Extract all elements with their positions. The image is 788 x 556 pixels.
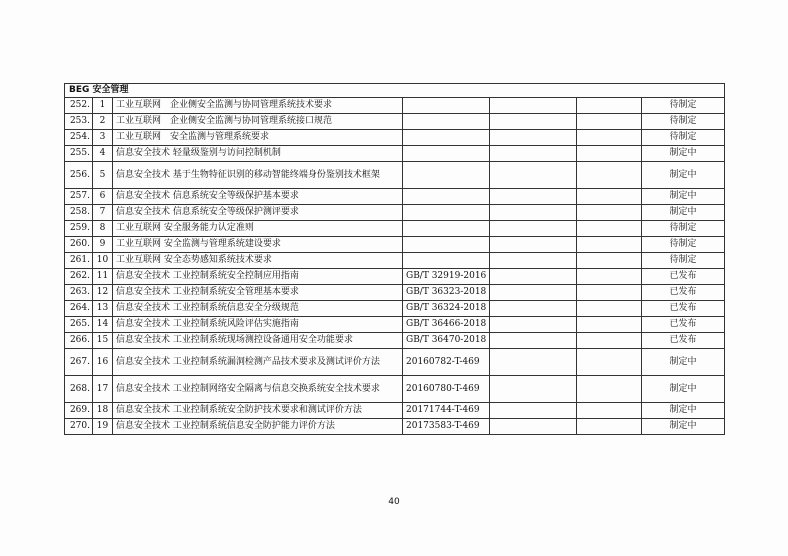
table-row bbox=[65, 253, 725, 269]
empty-cell bbox=[490, 114, 577, 130]
empty-cell bbox=[577, 349, 642, 376]
empty-cell bbox=[577, 162, 642, 189]
status-cell: 制定中 bbox=[642, 205, 725, 221]
row-sub-number: 10 bbox=[93, 253, 113, 269]
status-cell: 已发布 bbox=[642, 269, 725, 285]
standard-code: 20171744-T-469 bbox=[403, 403, 490, 419]
page-number: 40 bbox=[388, 497, 400, 507]
row-number: 269. bbox=[65, 403, 93, 419]
status-cell: 待制定 bbox=[642, 130, 725, 146]
empty-cell bbox=[577, 253, 642, 269]
row-sub-number: 12 bbox=[93, 285, 113, 301]
standard-name: 工业互联网 安全服务能力认定准则 bbox=[113, 221, 403, 237]
standard-code bbox=[403, 146, 490, 162]
row-number: 262. bbox=[65, 269, 93, 285]
row-number: 252. bbox=[65, 98, 93, 114]
standard-name: 工业互联网 安全监测与管理系统建设要求 bbox=[113, 237, 403, 253]
row-number: 265. bbox=[65, 317, 93, 333]
row-number: 257. bbox=[65, 189, 93, 205]
table-row bbox=[65, 162, 725, 189]
status-cell: 制定中 bbox=[642, 162, 725, 189]
table-row bbox=[65, 301, 725, 317]
status-cell: 待制定 bbox=[642, 221, 725, 237]
row-sub-number: 5 bbox=[93, 162, 113, 189]
row-number: 263. bbox=[65, 285, 93, 301]
row-number: 260. bbox=[65, 237, 93, 253]
empty-cell bbox=[490, 403, 577, 419]
standard-name: 信息安全技术 轻量级鉴别与访问控制机制 bbox=[113, 146, 403, 162]
standard-name: 信息安全技术 工业控制系统安全管理基本要求 bbox=[113, 285, 403, 301]
status-cell: 制定中 bbox=[642, 146, 725, 162]
empty-cell bbox=[577, 333, 642, 349]
empty-cell bbox=[490, 317, 577, 333]
standard-name: 工业互联网 安全监测与管理系统要求 bbox=[113, 130, 403, 146]
empty-cell bbox=[577, 221, 642, 237]
empty-cell bbox=[490, 333, 577, 349]
standard-name: 信息安全技术 工业控制系统安全防护技术要求和测试评价方法 bbox=[113, 403, 403, 419]
row-number: 261. bbox=[65, 253, 93, 269]
empty-cell bbox=[490, 285, 577, 301]
status-cell: 已发布 bbox=[642, 301, 725, 317]
empty-cell bbox=[490, 419, 577, 435]
empty-cell bbox=[577, 317, 642, 333]
standard-code bbox=[403, 221, 490, 237]
standard-code: GB/T 36470-2018 bbox=[403, 333, 490, 349]
section-title: BEG 安全管理 bbox=[65, 84, 725, 98]
row-sub-number: 8 bbox=[93, 221, 113, 237]
table-row bbox=[65, 403, 725, 419]
standard-code bbox=[403, 162, 490, 189]
empty-cell bbox=[490, 237, 577, 253]
row-sub-number: 3 bbox=[93, 130, 113, 146]
row-number: 254. bbox=[65, 130, 93, 146]
empty-cell bbox=[577, 419, 642, 435]
standard-code bbox=[403, 189, 490, 205]
row-number: 266. bbox=[65, 333, 93, 349]
standard-name: 工业互联网 安全态势感知系统技术要求 bbox=[113, 253, 403, 269]
status-cell: 待制定 bbox=[642, 253, 725, 269]
standard-code: 20173583-T-469 bbox=[403, 419, 490, 435]
status-cell: 制定中 bbox=[642, 349, 725, 376]
standard-code bbox=[403, 237, 490, 253]
empty-cell bbox=[577, 403, 642, 419]
empty-cell bbox=[490, 376, 577, 403]
standard-code bbox=[403, 98, 490, 114]
empty-cell bbox=[490, 98, 577, 114]
table-row bbox=[65, 317, 725, 333]
table-row bbox=[65, 376, 725, 403]
standard-name: 信息安全技术 工业控制系统信息安全防护能力评价方法 bbox=[113, 419, 403, 435]
row-sub-number: 1 bbox=[93, 98, 113, 114]
table-row bbox=[65, 285, 725, 301]
empty-cell bbox=[577, 114, 642, 130]
empty-cell bbox=[490, 253, 577, 269]
row-sub-number: 15 bbox=[93, 333, 113, 349]
standard-code: GB/T 32919-2016 bbox=[403, 269, 490, 285]
row-sub-number: 18 bbox=[93, 403, 113, 419]
table-row bbox=[65, 189, 725, 205]
status-cell: 已发布 bbox=[642, 317, 725, 333]
row-sub-number: 4 bbox=[93, 146, 113, 162]
row-number: 270. bbox=[65, 419, 93, 435]
empty-cell bbox=[577, 189, 642, 205]
row-sub-number: 11 bbox=[93, 269, 113, 285]
status-cell: 制定中 bbox=[642, 376, 725, 403]
row-sub-number: 14 bbox=[93, 317, 113, 333]
table-row bbox=[65, 349, 725, 376]
standard-code bbox=[403, 114, 490, 130]
empty-cell bbox=[490, 349, 577, 376]
table-row bbox=[65, 269, 725, 285]
standard-name: 信息安全技术 工业控制系统信息安全分级规范 bbox=[113, 301, 403, 317]
empty-cell bbox=[490, 221, 577, 237]
standard-name: 信息安全技术 工业控制网络安全隔离与信息交换系统安全技术要求 bbox=[113, 376, 403, 403]
standard-name: 信息安全技术 信息系统安全等级保护基本要求 bbox=[113, 189, 403, 205]
standard-name: 信息安全技术 工业控制系统安全控制应用指南 bbox=[113, 269, 403, 285]
empty-cell bbox=[490, 269, 577, 285]
status-cell: 已发布 bbox=[642, 285, 725, 301]
row-number: 256. bbox=[65, 162, 93, 189]
standard-code: GB/T 36324-2018 bbox=[403, 301, 490, 317]
standard-name: 工业互联网 企业侧安全监测与协同管理系统接口规范 bbox=[113, 114, 403, 130]
standard-name: 工业互联网 企业侧安全监测与协同管理系统技术要求 bbox=[113, 98, 403, 114]
row-sub-number: 17 bbox=[93, 376, 113, 403]
standard-code: GB/T 36323-2018 bbox=[403, 285, 490, 301]
empty-cell bbox=[490, 162, 577, 189]
row-number: 264. bbox=[65, 301, 93, 317]
status-cell: 制定中 bbox=[642, 419, 725, 435]
table-row bbox=[65, 237, 725, 253]
row-sub-number: 16 bbox=[93, 349, 113, 376]
table-row bbox=[65, 419, 725, 435]
empty-cell bbox=[577, 301, 642, 317]
standards-table bbox=[64, 83, 725, 435]
empty-cell bbox=[577, 237, 642, 253]
row-number: 255. bbox=[65, 146, 93, 162]
table-row bbox=[65, 205, 725, 221]
table-row bbox=[65, 221, 725, 237]
standard-name: 信息安全技术 基于生物特征识别的移动智能终端身份鉴别技术框架 bbox=[113, 162, 403, 189]
table-row bbox=[65, 98, 725, 114]
table-row bbox=[65, 146, 725, 162]
section-header-row bbox=[65, 84, 725, 98]
row-sub-number: 13 bbox=[93, 301, 113, 317]
table-row bbox=[65, 333, 725, 349]
empty-cell bbox=[490, 301, 577, 317]
standard-code bbox=[403, 253, 490, 269]
table-row bbox=[65, 114, 725, 130]
empty-cell bbox=[490, 205, 577, 221]
row-sub-number: 6 bbox=[93, 189, 113, 205]
status-cell: 待制定 bbox=[642, 114, 725, 130]
row-sub-number: 7 bbox=[93, 205, 113, 221]
standard-name: 信息安全技术 工业控制系统风险评估实施指南 bbox=[113, 317, 403, 333]
empty-cell bbox=[490, 189, 577, 205]
row-sub-number: 9 bbox=[93, 237, 113, 253]
standard-code bbox=[403, 205, 490, 221]
empty-cell bbox=[577, 285, 642, 301]
standard-code: GB/T 36466-2018 bbox=[403, 317, 490, 333]
empty-cell bbox=[577, 269, 642, 285]
row-sub-number: 2 bbox=[93, 114, 113, 130]
empty-cell bbox=[577, 376, 642, 403]
row-number: 267. bbox=[65, 349, 93, 376]
empty-cell bbox=[577, 130, 642, 146]
status-cell: 待制定 bbox=[642, 98, 725, 114]
empty-cell bbox=[490, 146, 577, 162]
row-number: 253. bbox=[65, 114, 93, 130]
status-cell: 已发布 bbox=[642, 333, 725, 349]
row-sub-number: 19 bbox=[93, 419, 113, 435]
standard-name: 信息安全技术 工业控制系统现场测控设备通用安全功能要求 bbox=[113, 333, 403, 349]
empty-cell bbox=[577, 205, 642, 221]
row-number: 258. bbox=[65, 205, 93, 221]
standard-name: 信息安全技术 工业控制系统漏洞检测产品技术要求及测试评价方法 bbox=[113, 349, 403, 376]
status-cell: 待制定 bbox=[642, 237, 725, 253]
row-number: 259. bbox=[65, 221, 93, 237]
empty-cell bbox=[490, 130, 577, 146]
row-number: 268. bbox=[65, 376, 93, 403]
standard-code: 20160780-T-469 bbox=[403, 376, 490, 403]
standard-name: 信息安全技术 信息系统安全等级保护测评要求 bbox=[113, 205, 403, 221]
empty-cell bbox=[577, 98, 642, 114]
status-cell: 制定中 bbox=[642, 189, 725, 205]
empty-cell bbox=[577, 146, 642, 162]
standard-code bbox=[403, 130, 490, 146]
status-cell: 制定中 bbox=[642, 403, 725, 419]
table-row bbox=[65, 130, 725, 146]
standard-code: 20160782-T-469 bbox=[403, 349, 490, 376]
